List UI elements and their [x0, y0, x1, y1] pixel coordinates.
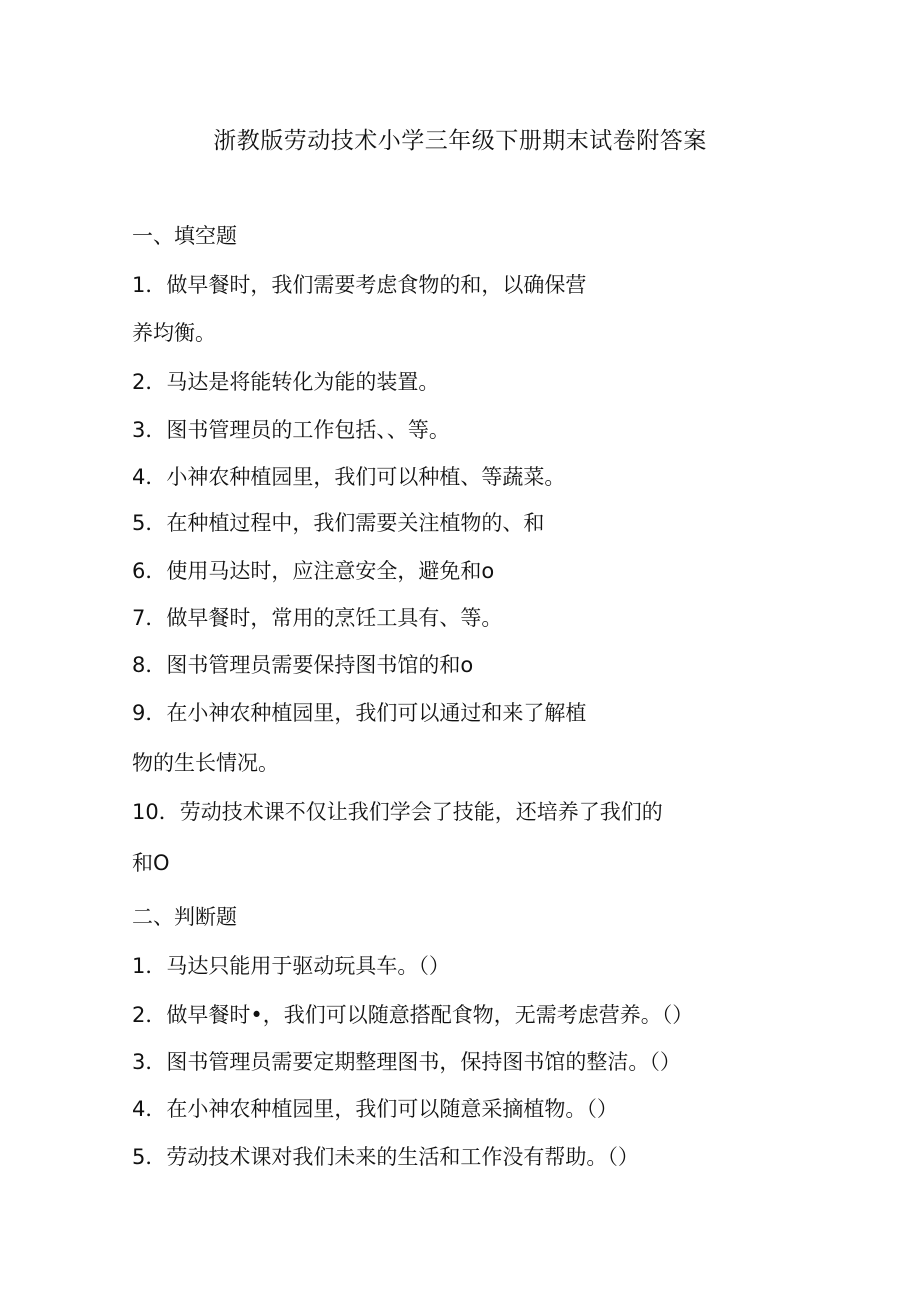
question-line: 5．在种植过程中，我们需要关注植物的、和: [132, 511, 545, 535]
question-line: 物的生长情况。: [132, 751, 279, 775]
question-line: 5．劳动技术课对我们未来的生活和工作没有帮助。（）: [132, 1145, 639, 1169]
question-line: 3．图书管理员的工作包括、、等。: [132, 418, 450, 442]
question-line: 3．图书管理员需要定期整理图书，保持图书馆的整洁。（）: [132, 1050, 681, 1074]
question-line: 1．马达只能用于驱动玩具车。（）: [132, 954, 450, 978]
question-line: 4．在小神农种植园里，我们可以随意采摘植物。（）: [132, 1097, 618, 1121]
section-heading-true-false: 二、判断题: [132, 905, 237, 929]
question-line: 6．使用马达时，应注意安全，避免和o: [132, 559, 495, 583]
question-line: 2．马达是将能转化为能的装置。: [132, 370, 440, 394]
question-line: 养均衡。: [132, 321, 216, 345]
document-title: 浙教版劳动技术小学三年级下册期末试卷附答案: [213, 128, 707, 154]
question-line: 10．劳动技术课不仅让我们学会了技能，还培养了我们的: [132, 800, 663, 824]
question-line: 2．做早餐时•，我们可以随意搭配食物，无需考虑营养。（）: [132, 1003, 694, 1027]
question-line: 4．小神农种植园里，我们可以种植、等蔬菜。: [132, 465, 566, 489]
question-line: 和O: [132, 851, 170, 875]
question-line: 9．在小神农种植园里，我们可以通过和来了解植: [132, 701, 587, 725]
section-heading-fill-blank: 一、填空题: [132, 224, 237, 248]
question-line: 1．做早餐时，我们需要考虑食物的和，以确保营: [132, 273, 587, 297]
question-line: 7．做早餐时，常用的烹饪工具有、等。: [132, 606, 503, 630]
question-line: 8．图书管理员需要保持图书馆的和o: [132, 653, 474, 677]
